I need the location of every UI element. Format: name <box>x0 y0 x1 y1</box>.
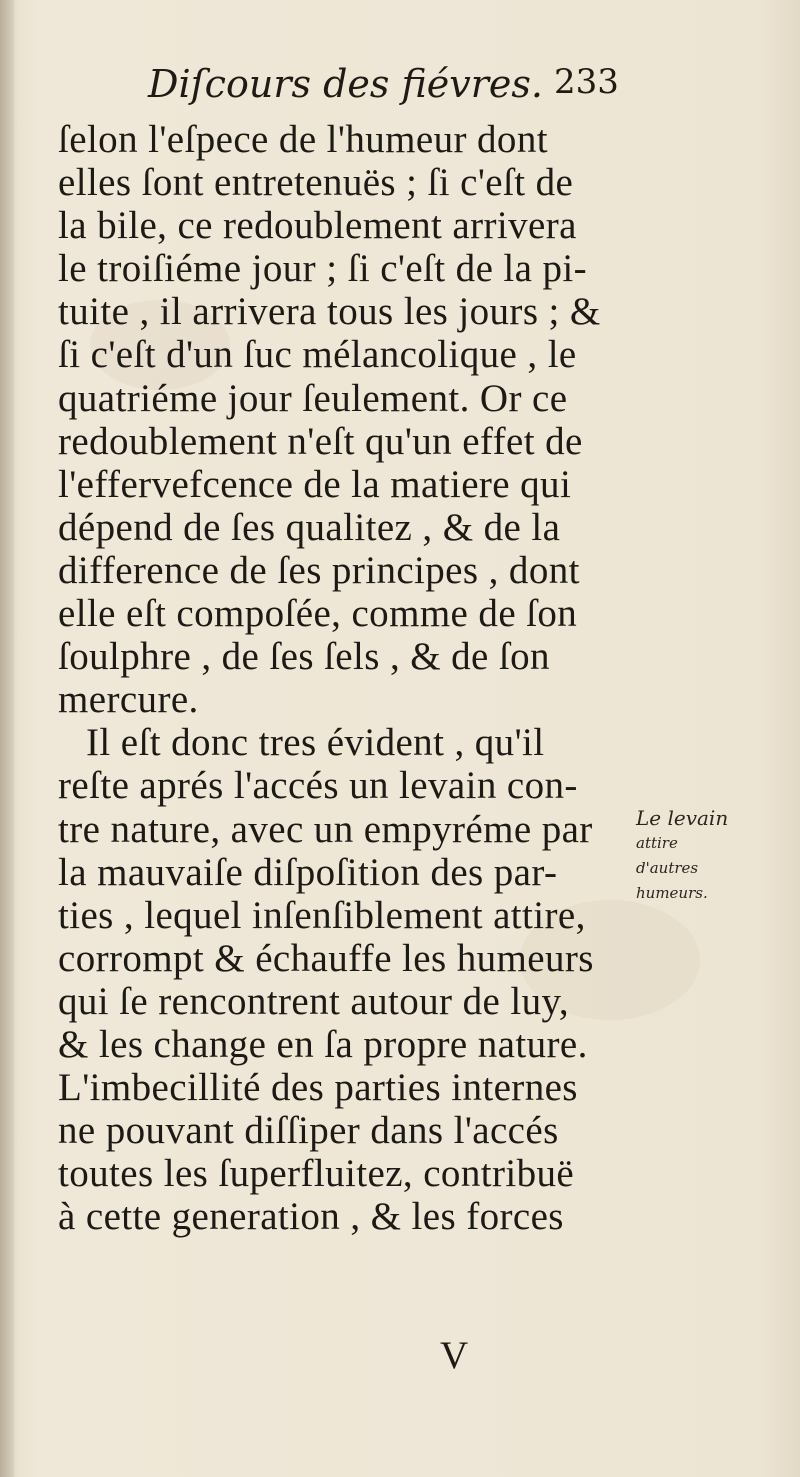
margin-note-line: Le levain <box>636 806 729 830</box>
text-line: la bile, ce redoublement arrivera <box>58 204 577 248</box>
text-line: à cette generation , & les forces <box>58 1195 564 1239</box>
text-line: difference de ſes principes , dont <box>58 548 580 592</box>
page-header <box>148 62 628 118</box>
text-line: tuite , il arrivera tous les jours ; & <box>58 290 601 334</box>
text-line: elle eſt compoſée, comme de ſon <box>58 592 578 636</box>
text-line: l'effervefcence de la matiere qui <box>58 462 572 506</box>
text-line: L'imbecillité des parties internes <box>58 1066 578 1110</box>
margin-note <box>636 806 776 906</box>
text-line: ne pouvant diſſiper dans l'accés <box>58 1109 559 1153</box>
catchword: V <box>440 1334 469 1377</box>
page-gutter <box>0 0 14 1477</box>
text-line: dépend de ſes qualitez , & de la <box>58 505 561 549</box>
margin-note-line: d'autres <box>636 859 699 877</box>
running-title: Diſcours des fiévres. <box>148 62 543 106</box>
body-text <box>58 118 630 1238</box>
text-line: elles ſont entretenuës ; ſi c'eſt de <box>58 161 574 205</box>
text-line: redoublement n'eſt qu'un effet de <box>58 419 583 463</box>
text-line: qui ſe rencontrent autour de luy, <box>58 979 570 1023</box>
text-line: le troiſiéme jour ; ſi c'eſt de la pi- <box>58 247 588 291</box>
text-line: la mauvaiſe diſpoſition des par- <box>58 850 558 894</box>
text-line: tre nature, avec un empyréme par <box>58 807 593 851</box>
text-line: & les change en ſa propre nature. <box>58 1022 588 1066</box>
margin-note-line: attire <box>636 834 678 852</box>
text-line: ties , lequel inſenſiblement attire, <box>58 893 586 937</box>
margin-note-line: humeurs. <box>636 884 708 902</box>
text-line: ſi c'eſt d'un ſuc mélancolique , le <box>58 333 577 377</box>
text-line: corrompt & échauffe les humeurs <box>58 936 594 980</box>
page-number: 233 <box>554 62 619 102</box>
text-line: quatriéme jour ſeulement. Or ce <box>58 376 568 420</box>
text-line: toutes les ſuperfluitez, contribuë <box>58 1152 575 1196</box>
text-line: mercure. <box>58 678 199 722</box>
text-line: reſte aprés l'accés un levain con- <box>58 764 578 808</box>
text-line: ſoulphre , de ſes ſels , & de ſon <box>58 635 550 679</box>
text-line: Il eſt donc tres évident , qu'il <box>86 721 545 765</box>
text-line: ſelon l'eſpece de l'humeur dont <box>58 118 548 161</box>
